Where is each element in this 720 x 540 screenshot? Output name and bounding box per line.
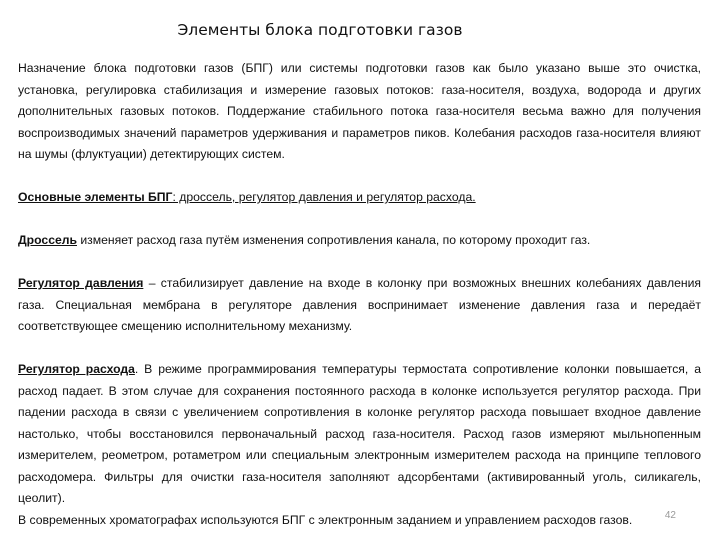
slide-title: Элементы блока подготовки газов (177, 21, 463, 39)
closing-paragraph: В современных хроматографах используются БПГ с электронным заданием и управлением расходов газов. (18, 512, 633, 527)
spacer (18, 209, 701, 231)
main-elements-term: Основные элементы БПГ (18, 190, 173, 204)
throttle-term: Дроссель (18, 233, 77, 247)
pressure-regulator-text: – стабилизирует давление на входе в колонку при возможных внешних колебаниях давления газа. Специальная мембрана в регуляторе давления воспринимает изменение давления газа и передаёт соответствующее смещению исполнительному механизму. (18, 276, 701, 333)
throttle-paragraph (18, 230, 701, 252)
pressure-regulator-term: Регулятор давления (18, 276, 144, 290)
spacer (18, 252, 701, 274)
page-number: 42 (664, 510, 676, 521)
main-elements-paragraph (18, 187, 701, 209)
flow-regulator-paragraph (18, 359, 701, 510)
spacer (18, 338, 701, 360)
flow-regulator-text: . В режиме программирования температуры термостата сопротивление колонки повышается, а расход падает. В этом случае для сохранения постоянного расхода в колонке используется регулятор расхода. При падении расхода в связи с увеличением сопротивления в колонке регулятор расхода повышает входное давление настолько, чтобы восстановился первоначальный расход газа-носителя. Расход газов измеряют мыльнопенным измерителем, реометром, ротаметром или специальным электронным измерителем расхода на принципе теплового расходомера. Фильтры для очистки газа-носителя заполняют адсорбентами (активированный уголь, силикагель, цеолит). (18, 362, 701, 505)
flow-regulator-term: Регулятор расхода (18, 362, 135, 376)
intro-paragraph: Назначение блока подготовки газов (БПГ) или системы подготовки газов как было указано выше это очистка, установка, регулировка стабилизация и измерение газовых потоков: газа-носителя, воздуха, водорода и других дополнительных газовых потоков. Поддержание стабильного потока газа-носителя весьма важно для получения воспроизводимых значений параметров удерживания и параметров пиков. Колебания расходов газа-носителя влияют на шумы (флуктуации) детектирующих систем. (18, 61, 701, 161)
spacer (18, 166, 701, 188)
slide-content (18, 58, 701, 531)
pressure-regulator-paragraph (18, 273, 701, 338)
main-elements-text: : дроссель, регулятор давления и регулятор расхода. (172, 190, 476, 204)
throttle-text: изменяет расход газа путём изменения сопротивления канала, по которому проходит газ. (76, 233, 591, 247)
